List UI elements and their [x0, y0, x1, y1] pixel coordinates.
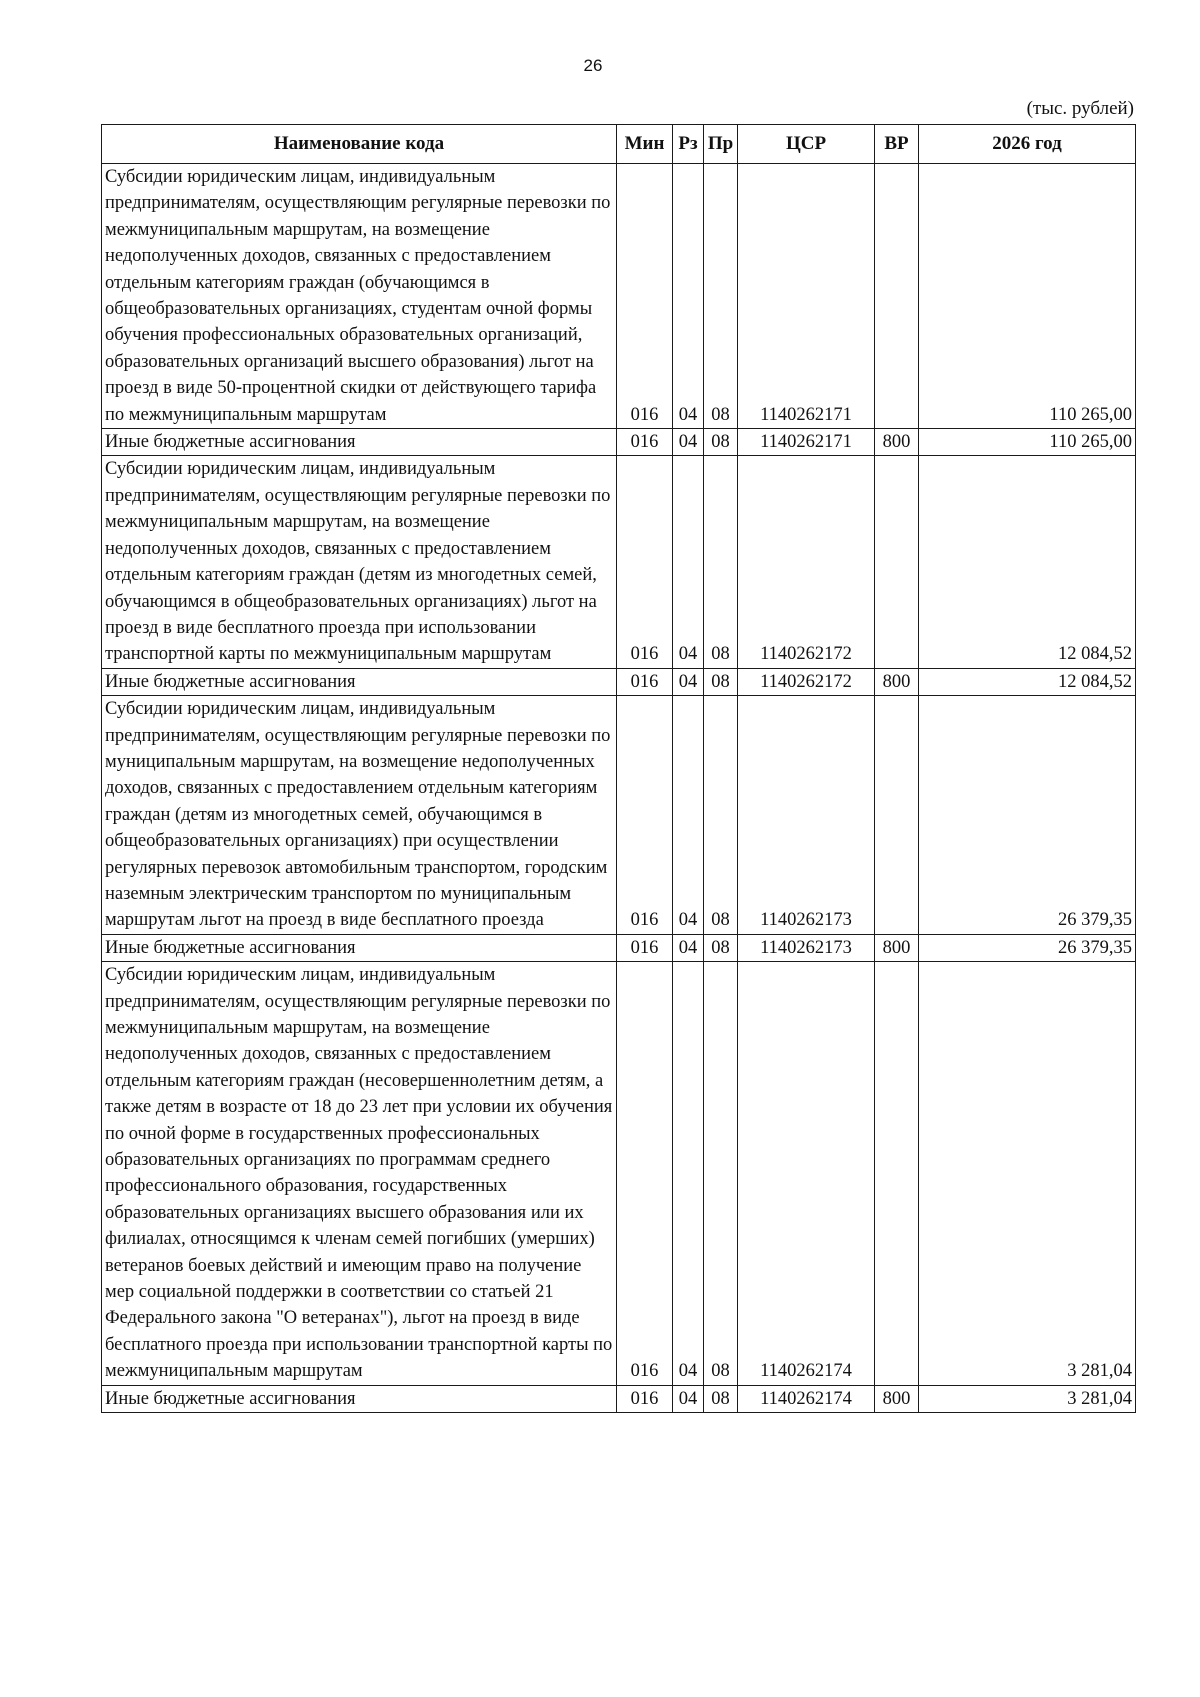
cell-min: 016 — [617, 429, 673, 456]
table-row — [102, 934, 1136, 961]
cell-name: Иные бюджетные ассигнования — [102, 429, 617, 456]
cell-amount: 26 379,35 — [919, 934, 1136, 961]
cell-csr: 1140262173 — [738, 696, 875, 935]
cell-rz: 04 — [673, 962, 704, 1386]
cell-pr: 08 — [704, 668, 738, 695]
cell-vr — [875, 456, 919, 668]
page-number: 26 — [583, 56, 603, 75]
cell-name: Иные бюджетные ассигнования — [102, 668, 617, 695]
cell-amount: 3 281,04 — [919, 1385, 1136, 1412]
header-year: 2026 год — [919, 125, 1136, 164]
cell-min: 016 — [617, 934, 673, 961]
header-vr: ВР — [875, 125, 919, 164]
cell-rz: 04 — [673, 696, 704, 935]
cell-rz: 04 — [673, 668, 704, 695]
units-note: (тыс. рублей) — [1026, 98, 1134, 119]
cell-min: 016 — [617, 456, 673, 668]
cell-min: 016 — [617, 962, 673, 1386]
cell-vr: 800 — [875, 1385, 919, 1412]
cell-min: 016 — [617, 696, 673, 935]
cell-csr: 1140262171 — [738, 164, 875, 429]
cell-rz: 04 — [673, 934, 704, 961]
cell-rz: 04 — [673, 429, 704, 456]
cell-csr: 1140262173 — [738, 934, 875, 961]
header-min: Мин — [617, 125, 673, 164]
table-row — [102, 696, 1136, 935]
cell-vr: 800 — [875, 934, 919, 961]
cell-name: Субсидии юридическим лицам, индивидуальным предпринимателям, осуществляющим регулярные перевозки по межмуниципальным маршрутам, на возмещение недополученных доходов, связанных с предоставлением отдельным категориям граждан (обучающимся в общеобразовательных организациях, студентам очной формы обучения профессиональных образовательных организаций, образовательных организаций высшего образования) льгот на проезд в виде 50-процентной скидки от действующего тарифа по межмуниципальным маршрутам — [102, 164, 617, 429]
cell-csr: 1140262172 — [738, 456, 875, 668]
cell-csr: 1140262174 — [738, 962, 875, 1386]
header-rz: Рз — [673, 125, 704, 164]
table-row — [102, 1385, 1136, 1412]
cell-rz: 04 — [673, 1385, 704, 1412]
cell-vr: 800 — [875, 429, 919, 456]
cell-min: 016 — [617, 1385, 673, 1412]
cell-amount: 12 084,52 — [919, 668, 1136, 695]
cell-pr: 08 — [704, 456, 738, 668]
header-csr: ЦСР — [738, 125, 875, 164]
cell-name: Субсидии юридическим лицам, индивидуальным предпринимателям, осуществляющим регулярные перевозки по межмуниципальным маршрутам, на возмещение недополученных доходов, связанных с предоставлением отдельным категориям граждан (детям из многодетных семей, обучающимся в общеобразовательных организациях) льгот на проезд в виде бесплатного проезда при использовании транспортной карты по межмуниципальным маршрутам — [102, 456, 617, 668]
cell-pr: 08 — [704, 934, 738, 961]
cell-min: 016 — [617, 668, 673, 695]
cell-amount: 110 265,00 — [919, 164, 1136, 429]
header-name: Наименование кода — [102, 125, 617, 164]
cell-pr: 08 — [704, 164, 738, 429]
cell-amount: 110 265,00 — [919, 429, 1136, 456]
table-header-row — [102, 125, 1136, 164]
cell-vr: 800 — [875, 668, 919, 695]
cell-rz: 04 — [673, 456, 704, 668]
cell-name: Субсидии юридическим лицам, индивидуальным предпринимателям, осуществляющим регулярные перевозки по муниципальным маршрутам, на возмещение недополученных доходов, связанных с предоставлением отдельным категориям граждан (детям из многодетных семей, обучающимся в общеобразовательных организациях) при осуществлении регулярных перевозок автомобильным транспортом, городским наземным электрическим транспортом по муниципальным маршрутам льгот на проезд в виде бесплатного проезда — [102, 696, 617, 935]
cell-min: 016 — [617, 164, 673, 429]
cell-csr: 1140262172 — [738, 668, 875, 695]
cell-csr: 1140262174 — [738, 1385, 875, 1412]
table-row — [102, 668, 1136, 695]
cell-amount: 3 281,04 — [919, 962, 1136, 1386]
cell-name: Субсидии юридическим лицам, индивидуальным предпринимателям, осуществляющим регулярные перевозки по межмуниципальным маршрутам, на возмещение недополученных доходов, связанных с предоставлением отдельным категориям граждан (несовершеннолетним детям, а также детям в возрасте от 18 до 23 лет при условии их обучения по очной форме в государственных профессиональных образовательных организациях по программам среднего профессионального образования, государственных образовательных организациях высшего образования или их филиалах, относящимся к членам семей погибших (умерших) ветеранов боевых действий и имеющим право на получение мер социальной поддержки в соответствии со статьей 21 Федерального закона "О ветеранах"), льгот на проезд в виде бесплатного проезда при использовании транспортной карты по межмуниципальным маршрутам — [102, 962, 617, 1386]
table-row — [102, 456, 1136, 668]
cell-vr — [875, 696, 919, 935]
budget-table — [101, 124, 1136, 1413]
cell-pr: 08 — [704, 1385, 738, 1412]
cell-vr — [875, 962, 919, 1386]
table-row — [102, 164, 1136, 429]
table-row — [102, 429, 1136, 456]
cell-pr: 08 — [704, 962, 738, 1386]
cell-amount: 26 379,35 — [919, 696, 1136, 935]
cell-rz: 04 — [673, 164, 704, 429]
cell-csr: 1140262171 — [738, 429, 875, 456]
cell-vr — [875, 164, 919, 429]
cell-name: Иные бюджетные ассигнования — [102, 1385, 617, 1412]
header-pr: Пр — [704, 125, 738, 164]
cell-name: Иные бюджетные ассигнования — [102, 934, 617, 961]
cell-pr: 08 — [704, 696, 738, 935]
table-row — [102, 962, 1136, 1386]
cell-pr: 08 — [704, 429, 738, 456]
cell-amount: 12 084,52 — [919, 456, 1136, 668]
